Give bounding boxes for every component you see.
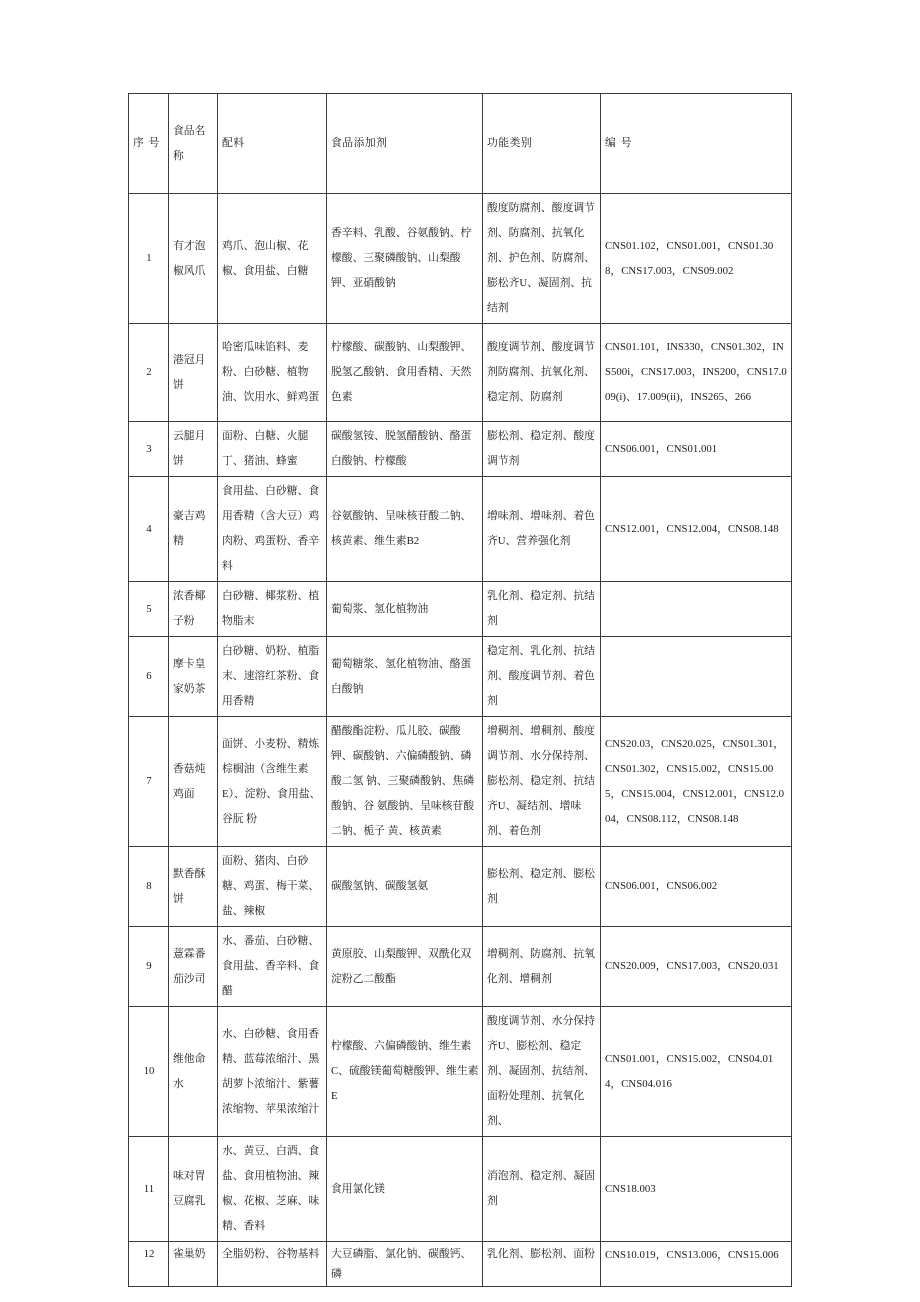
cell-food-name: 雀巢奶 [169, 1242, 218, 1287]
cell-serial-number: 6 [129, 637, 169, 717]
header-code: 编号 [601, 94, 792, 194]
cell-ingredients: 水、白砂糖、食用香 精、蓝莓浓缩汁、黑 胡萝卜浓缩汁、紫薯 浓缩物、苹果浓缩汁 [218, 1007, 327, 1137]
cell-function-category: 稳定剂、乳化剂、抗结剂、酸度调节剂、着色剂 [483, 637, 601, 717]
table-row [129, 422, 792, 477]
cell-food-additives: 葡萄浆、氢化植物油 [327, 582, 483, 637]
table-header-row [129, 94, 792, 194]
cell-food-name: 有才泡椒风爪 [169, 194, 218, 324]
cell-code: CNS06.001，CNS01.001 [601, 422, 792, 477]
cell-ingredients: 鸡爪、泡山椒、花椒、食用盐、白糖 [218, 194, 327, 324]
table-row [129, 637, 792, 717]
cell-food-name: 港冠月饼 [169, 324, 218, 422]
cell-food-additives: 黄原胶、山梨酸钾、双酰化双淀粉乙二酸酯 [327, 927, 483, 1007]
cell-food-additives: 柠檬酸、六偏磷酸钠、维生素C、硫酸镁葡萄糖酸钾、维生素E [327, 1007, 483, 1137]
cell-code: CNS20.009，CNS17.003，CNS20.031 [601, 927, 792, 1007]
cell-food-name: 薏霖番茄沙司 [169, 927, 218, 1007]
cell-code: CNS18.003 [601, 1137, 792, 1242]
header-food-additives: 食品添加剂 [327, 94, 483, 194]
header-function-category: 功能类别 [483, 94, 601, 194]
table-row [129, 324, 792, 422]
cell-code: CNS01.001，CNS15.002，CNS04.014，CNS04.016 [601, 1007, 792, 1137]
cell-food-name: 豪吉鸡精 [169, 477, 218, 582]
cell-food-additives: 香辛料、乳酸、谷氨酸钠、柠檬酸、三聚磷酸钠、山梨酸钾、亚硝酸钠 [327, 194, 483, 324]
cell-ingredients: 白砂糖、椰浆粉、植物脂末 [218, 582, 327, 637]
cell-serial-number: 12 [129, 1242, 169, 1287]
cell-food-additives: 碳酸氢铵、脱氢醋酸钠、酪蛋白酸钠、柠檬酸 [327, 422, 483, 477]
cell-code: CNS06.001，CNS06.002 [601, 847, 792, 927]
cell-code: CNS01.101，INS330，CNS01.302，INS500i，CNS17.003，INS200，CNS17.009(i)、17.009(ii)，INS265、266 [601, 324, 792, 422]
cell-serial-number: 7 [129, 717, 169, 847]
cell-serial-number: 8 [129, 847, 169, 927]
cell-function-category: 酸度调节剂、酸度调节剂防腐剂、抗氧化剂、稳定剂、防腐剂 [483, 324, 601, 422]
cell-food-additives: 葡萄糖浆、氢化植物油、酪蛋白酸钠 [327, 637, 483, 717]
cell-ingredients: 水、黄豆、白酒、食 盐、食用植物油、辣 椒、花椒、芝麻、味 精、香料 [218, 1137, 327, 1242]
table-row [129, 717, 792, 847]
cell-code: CNS20.03，CNS20.025，CNS01.301，CNS01.302，CNS15.002，CNS15.005，CNS15.004，CNS12.001，CNS12.004，CNS08.112，CNS08.148 [601, 717, 792, 847]
cell-function-category: 增稠剂、增稠剂、酸度调节剂、水分保持剂、膨松剂、稳定剂、抗结齐U、凝结剂、增味剂、着色剂 [483, 717, 601, 847]
cell-food-name: 浓香椰子粉 [169, 582, 218, 637]
cell-code: CNS10.019，CNS13.006，CNS15.006 [601, 1242, 792, 1287]
cell-food-name: 维他命水 [169, 1007, 218, 1137]
cell-function-category: 酸度调节剂、水分保持齐U、膨松剂、稳定剂、凝固剂、抗结剂、面粉处理剂、抗氧化剂、 [483, 1007, 601, 1137]
cell-serial-number: 2 [129, 324, 169, 422]
table-row [129, 1242, 792, 1287]
cell-serial-number: 9 [129, 927, 169, 1007]
cell-code: CNS01.102，CNS01.001，CNS01.308，CNS17.003，CNS09.002 [601, 194, 792, 324]
cell-food-additives: 大豆磷脂、氯化钠、碳酸钙、磷 [327, 1242, 483, 1287]
cell-function-category: 消泡剂、稳定剂、凝固剂 [483, 1137, 601, 1242]
cell-function-category: 乳化剂、膨松剂、面粉 [483, 1242, 601, 1287]
cell-food-additives: 柠檬酸、碳酸钠、山梨酸钾、脱氢乙酸钠、食用香精、天然色素 [327, 324, 483, 422]
cell-food-additives: 碳酸氢钠、碳酸氢氨 [327, 847, 483, 927]
table-row [129, 1007, 792, 1137]
cell-ingredients: 面饼、小麦粉、精炼 棕榈油（含维生素E）、淀粉、食用盐、谷朊 粉 [218, 717, 327, 847]
cell-serial-number: 3 [129, 422, 169, 477]
cell-function-category: 增味剂、增味剂、着色齐U、营养强化剂 [483, 477, 601, 582]
table-row [129, 1137, 792, 1242]
table-row [129, 582, 792, 637]
cell-code: CNS12.001，CNS12.004，CNS08.148 [601, 477, 792, 582]
cell-serial-number: 1 [129, 194, 169, 324]
cell-food-name: 摩卡皇家奶茶 [169, 637, 218, 717]
cell-ingredients: 哈密瓜味馅料、麦粉、白砂糖、植物油、饮用水、鲜鸡蛋 [218, 324, 327, 422]
cell-code [601, 637, 792, 717]
cell-serial-number: 4 [129, 477, 169, 582]
cell-ingredients: 白砂糖、奶粉、植脂末、速溶红茶粉、食用香精 [218, 637, 327, 717]
table-row [129, 847, 792, 927]
header-ingredients: 配料 [218, 94, 327, 194]
cell-function-category: 膨松剂、稳定剂、酸度调节剂 [483, 422, 601, 477]
cell-food-name: 云腿月饼 [169, 422, 218, 477]
table-row [129, 927, 792, 1007]
cell-function-category: 膨松剂、稳定剂、膨松剂 [483, 847, 601, 927]
cell-serial-number: 10 [129, 1007, 169, 1137]
food-additives-table [128, 93, 792, 1287]
table-row [129, 194, 792, 324]
table-row [129, 477, 792, 582]
cell-function-category: 增稠剂、防腐剂、抗氧化剂、增稠剂 [483, 927, 601, 1007]
cell-serial-number: 11 [129, 1137, 169, 1242]
cell-ingredients: 全脂奶粉、谷物基料 [218, 1242, 327, 1287]
cell-food-name: 味对胃豆腐乳 [169, 1137, 218, 1242]
cell-ingredients: 食用盐、白砂糖、食用香精（含大豆）鸡肉粉、鸡蛋粉、香辛料 [218, 477, 327, 582]
cell-food-additives: 食用氯化镁 [327, 1137, 483, 1242]
cell-code [601, 582, 792, 637]
cell-food-name: 香菇炖鸡面 [169, 717, 218, 847]
cell-function-category: 酸度防腐剂、酸度调节剂、防腐剂、抗氧化剂、护色剂、防腐剂、膨松齐U、凝固剂、抗结剂 [483, 194, 601, 324]
cell-food-additives: 醋酸酯淀粉、瓜儿胶、碳酸钾、碳酸钠、六偏磷酸钠、磷酸二氢 钠、三聚磷酸钠、焦磷酸钠、谷 氨酸钠、呈味核苷酸二钠、栀子 黄、核黄素 [327, 717, 483, 847]
cell-ingredients: 水、番茄、白砂糖、食用盐、香辛料、食醋 [218, 927, 327, 1007]
cell-ingredients: 面粉、白糖、火腿丁、猪油、蜂蜜 [218, 422, 327, 477]
cell-food-name: 默香酥饼 [169, 847, 218, 927]
cell-serial-number: 5 [129, 582, 169, 637]
cell-ingredients: 面粉、猪肉、白砂糖、鸡蛋、梅干菜、盐、辣椒 [218, 847, 327, 927]
cell-function-category: 乳化剂、稳定剂、抗结剂 [483, 582, 601, 637]
header-food-name: 食品名称 [169, 94, 218, 194]
header-serial-number: 序 号 [129, 94, 169, 194]
cell-food-additives: 谷氨酸钠、呈味核苷酸二钠、核黄素、维生素B2 [327, 477, 483, 582]
